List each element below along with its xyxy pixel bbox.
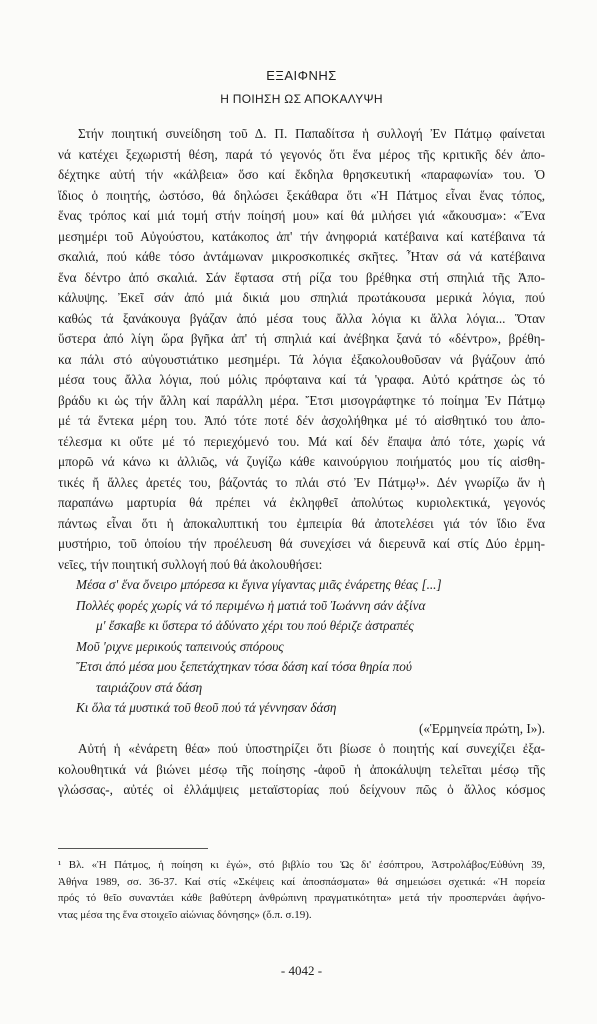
verse-reference: («Ἑρμηνεία πρώτη, Ι»). — [418, 720, 545, 736]
body-line: κάλυψης. Ἐκεῖ σάν ἀπό μιά δικιά μου σπηλιά πρωτάκουσα μερικά λόγια, πού — [58, 290, 545, 305]
body-line: τέλεσμα κι οὔτε μέ τό περιεχόμενό του. Μά καί δέν ἔπαψα ἀπό τότε, χωρίς νά — [58, 433, 545, 449]
body-line: Αὐτή ἡ «ἐνάρετη θέα» πού ὑποστηρίζει ὅτι βίωσε ὁ ποιητής καί συνεχίζει ἐξα- — [78, 741, 545, 756]
body-line: τικές ἤ ἄλλες ἀρετές του, βάζοντάς το πλάι στό Ἐν Πάτμῳ¹». Δέν γνωρίζω ἄν ἡ — [58, 474, 545, 490]
body-line: κα πάλι στό αὐγουστιάτικο μεσημέρι. Τά λόγια ἐξακολουθοῦσαν νά βγάζουν ἀπό — [58, 351, 545, 367]
body-line: Στήν ποιητική συνείδηση τοῦ Δ. Π. Παπαδίτσα ἡ συλλογή Ἐν Πάτμῳ φαίνεται — [78, 126, 545, 141]
body-line: ἕνας τρόπος καί μιά τομή στήν ποίησή μου» καί θά μιλήσει γιά «ἄκουσμα»: «Ἕνα — [58, 208, 545, 223]
verse-line: Πολλές φορές χωρίς νά τό περιμένω ἡ ματιά τοῦ Ἰωάννη σάν ἀξίνα — [76, 597, 426, 613]
body-line: μέ τά ἕντεκα μέρη του. Ἀπό τότε ποτέ δέν ἀσχολήθηκα μέ τό αἰσθητικό του ἀπο- — [58, 413, 545, 428]
footnote-line: πρός τό θεῖο συναντάει κάθε βαθύτερη ἀνθρώπινη πραγματικότητα» μετά τήν προσπερνάει ἀφήνο- — [58, 892, 545, 904]
body-line: ὕστερα ἀπό λίγη ὥρα βγῆκα ἀπ' τή σπηλιά καί ἀνέβηκα ξανά τό «δέντρο», βρέθη- — [58, 331, 545, 346]
verse-line: μ' ἔσκαβε κι ὕστερα τό ἀδύνατο χέρι του πού θέριζε ἀστραπές — [96, 618, 414, 633]
body-line: μπορῶ νά κάνω κι ἀλλιῶς, νά ζυγίζω κάθε καινούργιου ποιήματός μου τίς αἰσθη- — [58, 454, 545, 469]
footnote-line: Ἀθήνα 1989, σσ. 36-37. Καί στίς «Σκέψεις καί ἀποσπάσματα» θά σημειώσει σχετικά: «Ἡ πορεία — [58, 875, 545, 888]
page-subtitle: Η ΠΟΙΗΣΗ ΩΣ ΑΠΟΚΑΛΥΨΗ — [220, 92, 383, 106]
body-line: μυστήριο, τοῦ ὁποίου τήν προέλευση θά συνεχίσει νά διερευνᾶ καί στίς Δύο ἑρμη- — [58, 536, 545, 551]
body-line: βράδυ κι ὡς τήν ἄλλη καί παράλλη μέρα. Ἔτσι μισογράφτηκε τό ποίημα Ἐν Πάτμῳ — [58, 392, 545, 408]
verse-line: Κι ὅλα τά μυστικά τοῦ θεοῦ πού τά γέννησαν δάση — [76, 700, 337, 715]
body-line: νά κατέχει ξεχωριστή θέση, παρά τό γεγονός ὅτι ἕνα μέρος τῆς κριτικῆς δέν ἀπο- — [58, 146, 545, 162]
body-line: γλώσσας-, αὐτές οἱ ἐλλάμψεις μεταϊστορίας πού δείχνουν πῶς ὁ ἄλλος κόσμος — [58, 782, 545, 797]
footnote-line: ντας μέσα της ἕνα στοιχεῖο αἰώνιας δόνησης» (ὅ.π. σ.19). — [58, 908, 312, 921]
body-line: πάντως εἶναι ὅτι ἡ ἀποκαλυπτική του ἐμπειρία θά ἀποτελέσει γιά τόν ἴδιο ἕνα — [58, 515, 545, 531]
verse-line: Μοῦ 'ριχνε μερικούς ταπεινούς σπόρους — [76, 638, 284, 654]
body-line: κολουθητικά νά βιώνει μέσῳ τῆς ποίησης -ἀφοῦ ἡ ἀποκάλυψη τελεῖται μέσῳ τῆς — [58, 761, 545, 777]
body-line: νεῖες, τήν ποιητική συλλογή πού θά ἀκολουθήσει: — [58, 556, 323, 572]
body-line: σκαλιά, πού κάθε τόσο ἀντάμωναν μικροσκοπικές σκῆτες. Ἦταν σά νά κατέβαινα — [58, 249, 545, 264]
body-line: μεσημέρι τοῦ Αὐγούστου, κατάκοπος ἀπ' τήν ἀνηφοριά κατέβαινα καί κατέβαινα τά — [58, 228, 545, 244]
body-line: καθώς τά ξανάκουγα βγάζαν ἀπό μέσα τους ἄλλα λόγια κι ἄλλα λόγια... Ὅταν — [58, 310, 545, 326]
verse-line: Ἔτσι ἀπό μέσα μου ξεπετάχτηκαν τόσα δάση καί τόσα θηρία πού — [76, 659, 412, 674]
body-line: παραπάνω μαρτυρία θά πρέπει νά ἐκληφθεῖ ἀπολύτως κυριολεκτικά, γεγονός — [58, 495, 545, 510]
footnotes — [58, 857, 545, 923]
verse-line: ταιριάζουν στά δάση — [96, 679, 203, 695]
body-text — [58, 124, 545, 801]
page-title: ΕΞΑΙΦΝΗΣ — [266, 68, 337, 83]
verse-line: Μέσα σ' ἕνα ὄνειρο μπόρεσα κι ἔγινα γίγαντας μιᾶς ἐνάρετης θέας [...] — [76, 577, 442, 592]
body-line: δέχτηκε αὐτή τήν «κάλβεια» ὅσο καί ἔκδηλα θρησκευτική «παραφωνία» του. Ὁ — [58, 167, 545, 182]
page — [58, 0, 545, 1024]
page-number: - 4042 - — [280, 963, 323, 978]
body-line: ἕνα δέντρο ἀπό σκαλιά. Σάν ἔφτασα στή ρίζα του βρέθηκα στή σπηλιά τῆς Ἀπο- — [58, 269, 545, 285]
footnote-line: ¹ Βλ. «Ἡ Πάτμος, ἡ ποίηση κι ἐγώ», στό βιβλίο του Ὡς δι' ἐσόπτρου, Ἀστρολάβος/Εὐθύνη 39, — [58, 859, 545, 871]
body-line: μέσα τους ἄλλα λόγια, πού μόλις πρόφταινα καί τά 'γραφα. Αὐτό κράτησε ὡς τό — [58, 372, 545, 387]
footnote-divider — [58, 848, 208, 849]
body-line: ἴδιος ὁ ποιητής, ὡστόσο, θά δηλώσει ξεκάθαρα ὅτι «Ἡ Πάτμος εἶναι ἕνας τόπος, — [58, 187, 545, 203]
